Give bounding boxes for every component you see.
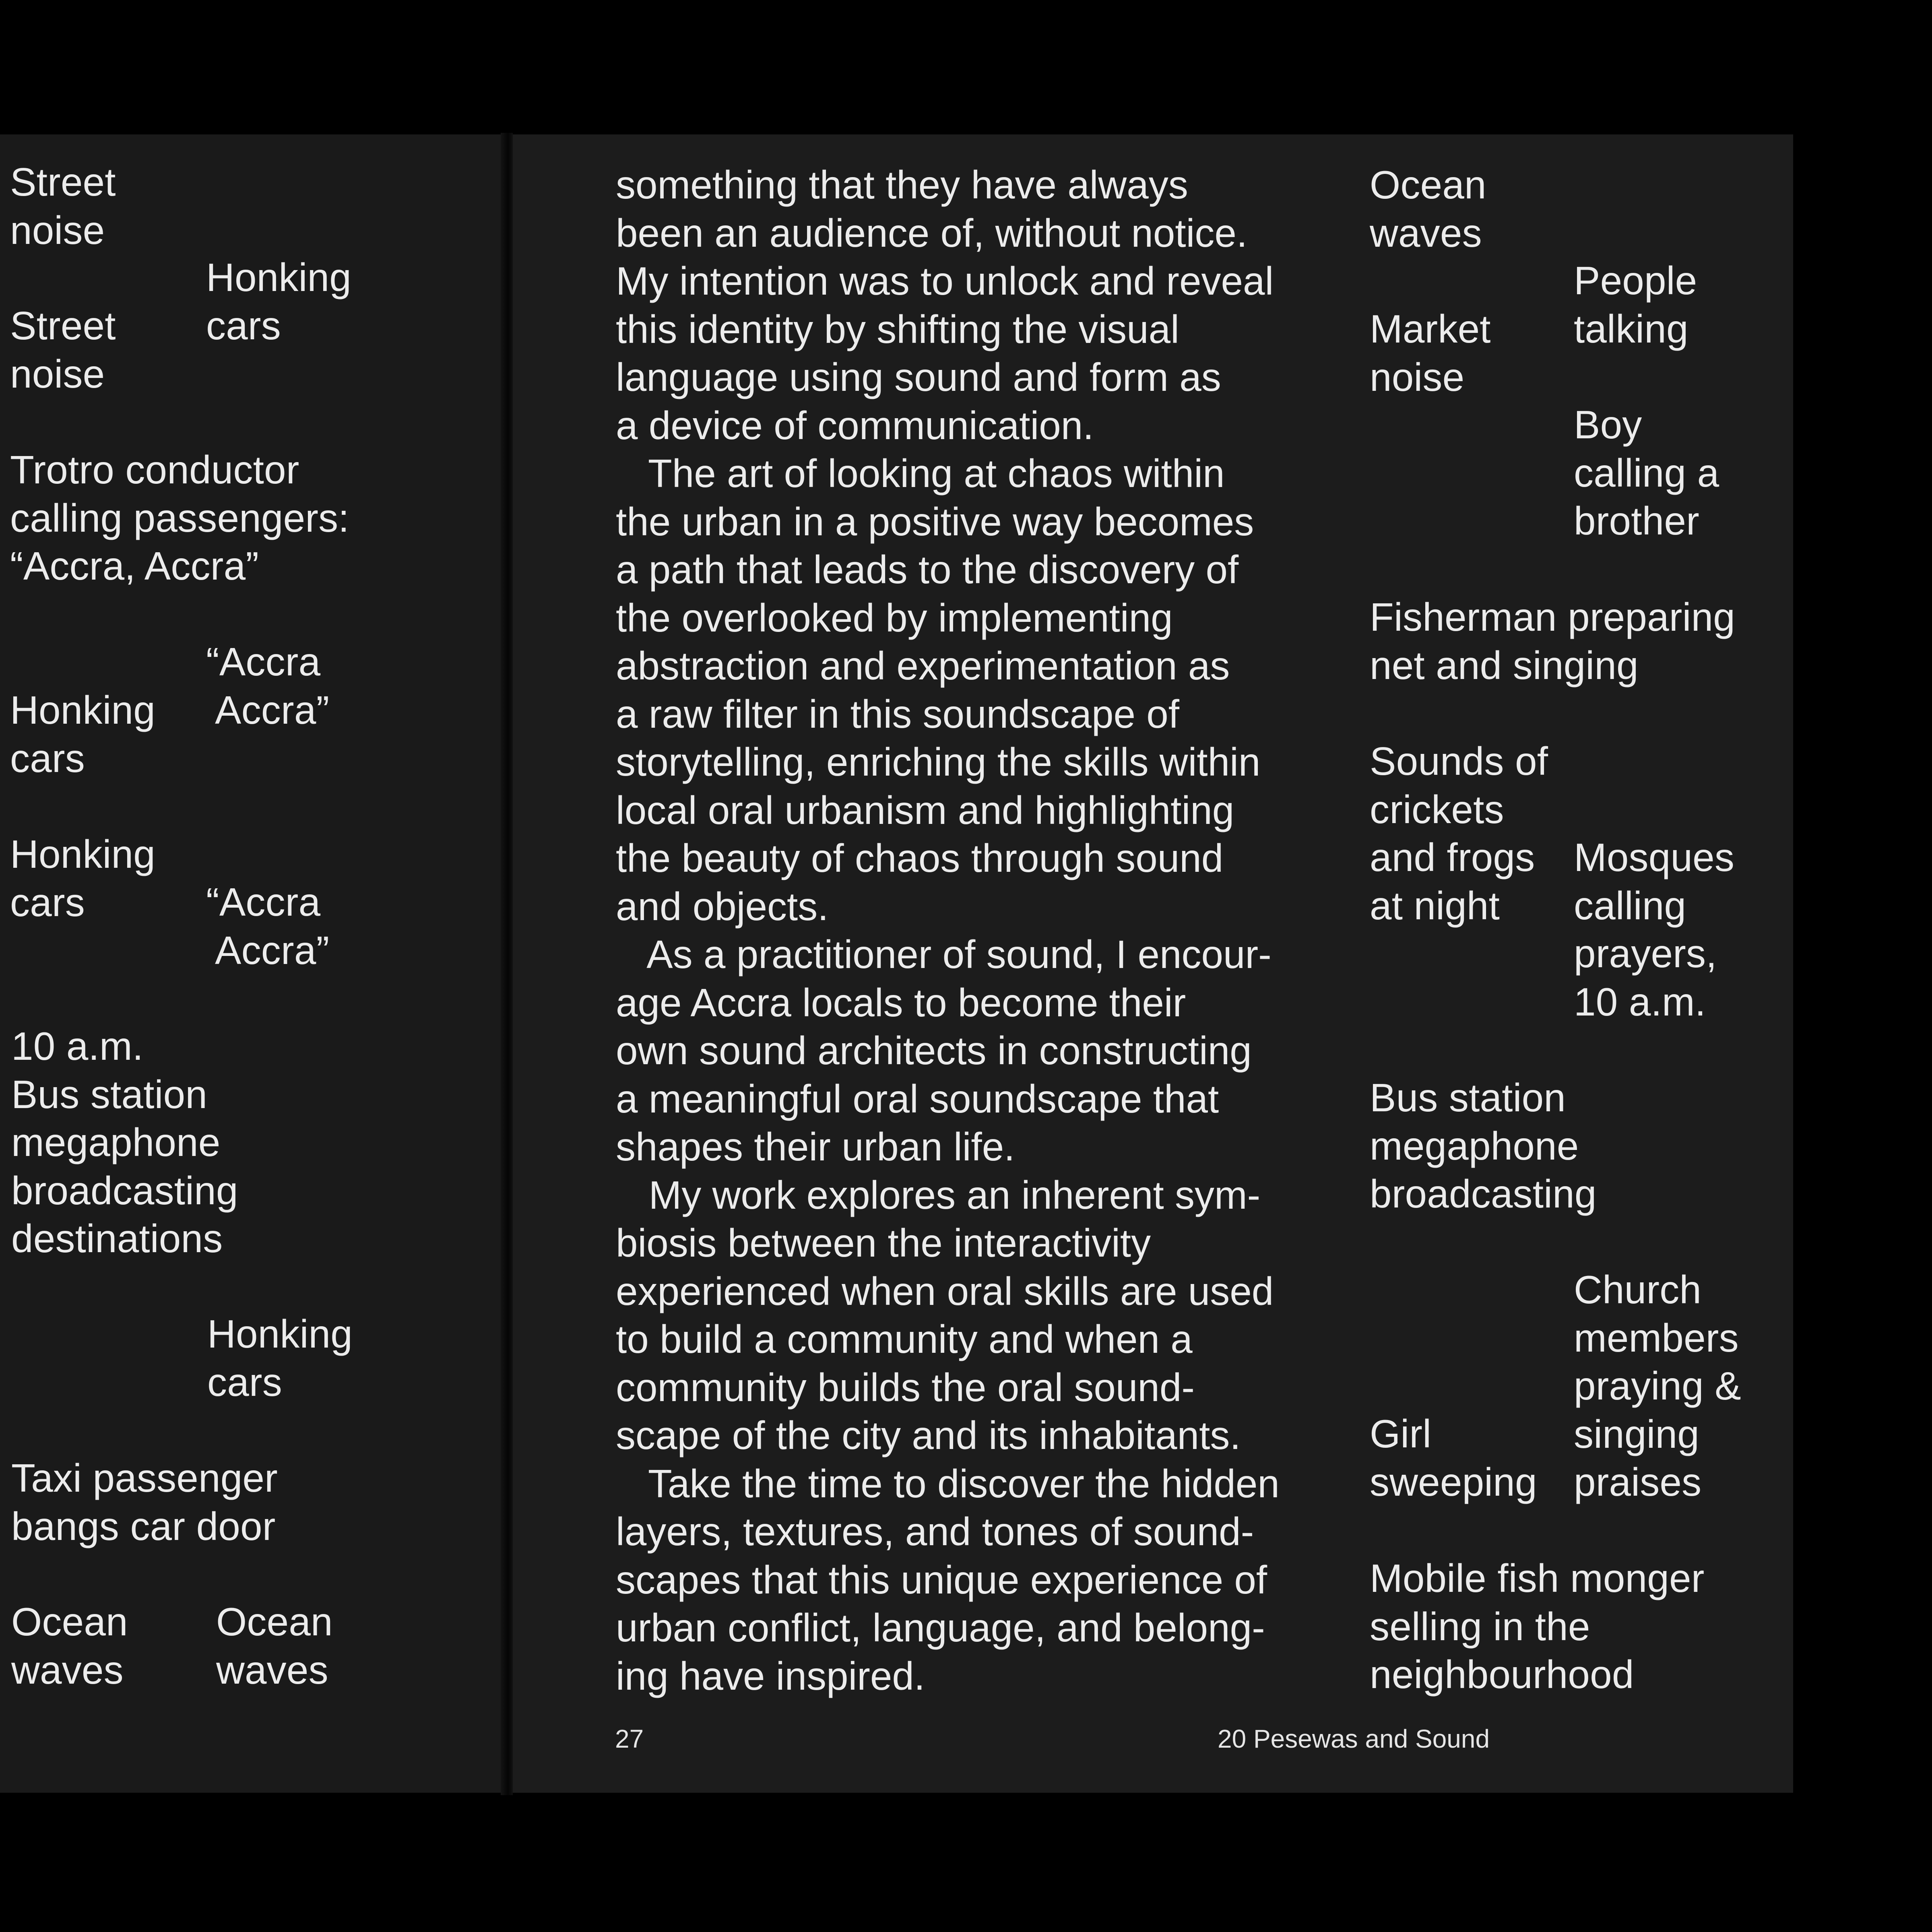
sound-label-accra-call-1: “Accra Accra” <box>206 640 330 732</box>
sound-label-accra-call-2: “Accra Accra” <box>206 880 330 972</box>
sound-label-ocean-waves-left-1: Ocean waves <box>11 1600 128 1692</box>
sound-label-bus-station-megaphone-right: Bus station megaphone broadcasting <box>1370 1075 1597 1216</box>
essay-body-text: something that they have always been an audience of, without notice. My intention was to unlock and reveal this identity by shifting the visual language using sound and form as a device of communication. The art of looking at chaos within the urban in a positive way becomes a path that leads to the discovery of the overlooked by implementing abstraction and experimentation as a raw filter in this soundscape of storytelling, enriching the skills within local oral urbanism and highlighting the beauty of chaos through sound and objects. As a practitioner of sound, I encour- age Accra locals to become their own sound architects in constructing a meaningful oral soundscape that shapes their urban life. My work explores an inherent sym- biosis between the interactivity experienced when oral skills are used to build a community and when a community builds the oral sound- scape of the city and its inhabitants. Take the time to discover the hidden layers, textures, and tones of sound- scapes that this unique experience of urban conflict, language, and belong- ing have inspired. <box>616 163 1280 1698</box>
sound-label-fisherman: Fisherman preparing net and singing <box>1370 595 1736 687</box>
sound-label-fish-monger: Mobile fish monger selling in the neighbourhood <box>1370 1556 1705 1697</box>
page-number: 27 <box>615 1724 644 1753</box>
sound-label-market-noise: Market noise <box>1370 307 1491 399</box>
sound-label-honking-cars-2: Honking cars <box>10 688 155 780</box>
sound-label-people-talking: People talking <box>1574 258 1697 351</box>
sound-label-ocean-waves-left-2: Ocean waves <box>216 1600 333 1692</box>
sound-label-crickets-frogs: Sounds of crickets and frogs at night <box>1370 739 1548 928</box>
sound-label-trotro-conductor: Trotro conductor calling passengers: “Accra, Accra” <box>10 448 349 588</box>
sound-label-honking-cars-1: Honking cars <box>206 255 351 348</box>
sound-label-honking-cars-4: Honking cars <box>207 1312 353 1404</box>
sound-label-street-noise-2: Street noise <box>10 303 116 396</box>
sound-label-honking-cars-3: Honking cars <box>10 832 155 925</box>
sound-label-bus-station-megaphone-left: 10 a.m. Bus station megaphone broadcasting destinations <box>11 1024 238 1261</box>
sound-label-taxi-passenger: Taxi passenger bangs car door <box>11 1456 278 1548</box>
book-gutter <box>501 133 513 1795</box>
sound-label-girl-sweeping: Girl sweeping <box>1370 1412 1537 1504</box>
sound-label-church-members: Church members praying & singing praises <box>1574 1267 1741 1504</box>
sound-label-mosques: Mosques calling prayers, 10 a.m. <box>1574 835 1735 1024</box>
sound-label-street-noise-1: Street noise <box>10 160 116 252</box>
running-title: 20 Pesewas and Sound <box>1218 1724 1490 1753</box>
sound-label-boy-calling: Boy calling a brother <box>1574 402 1719 543</box>
sound-label-ocean-waves-right: Ocean waves <box>1370 163 1486 255</box>
